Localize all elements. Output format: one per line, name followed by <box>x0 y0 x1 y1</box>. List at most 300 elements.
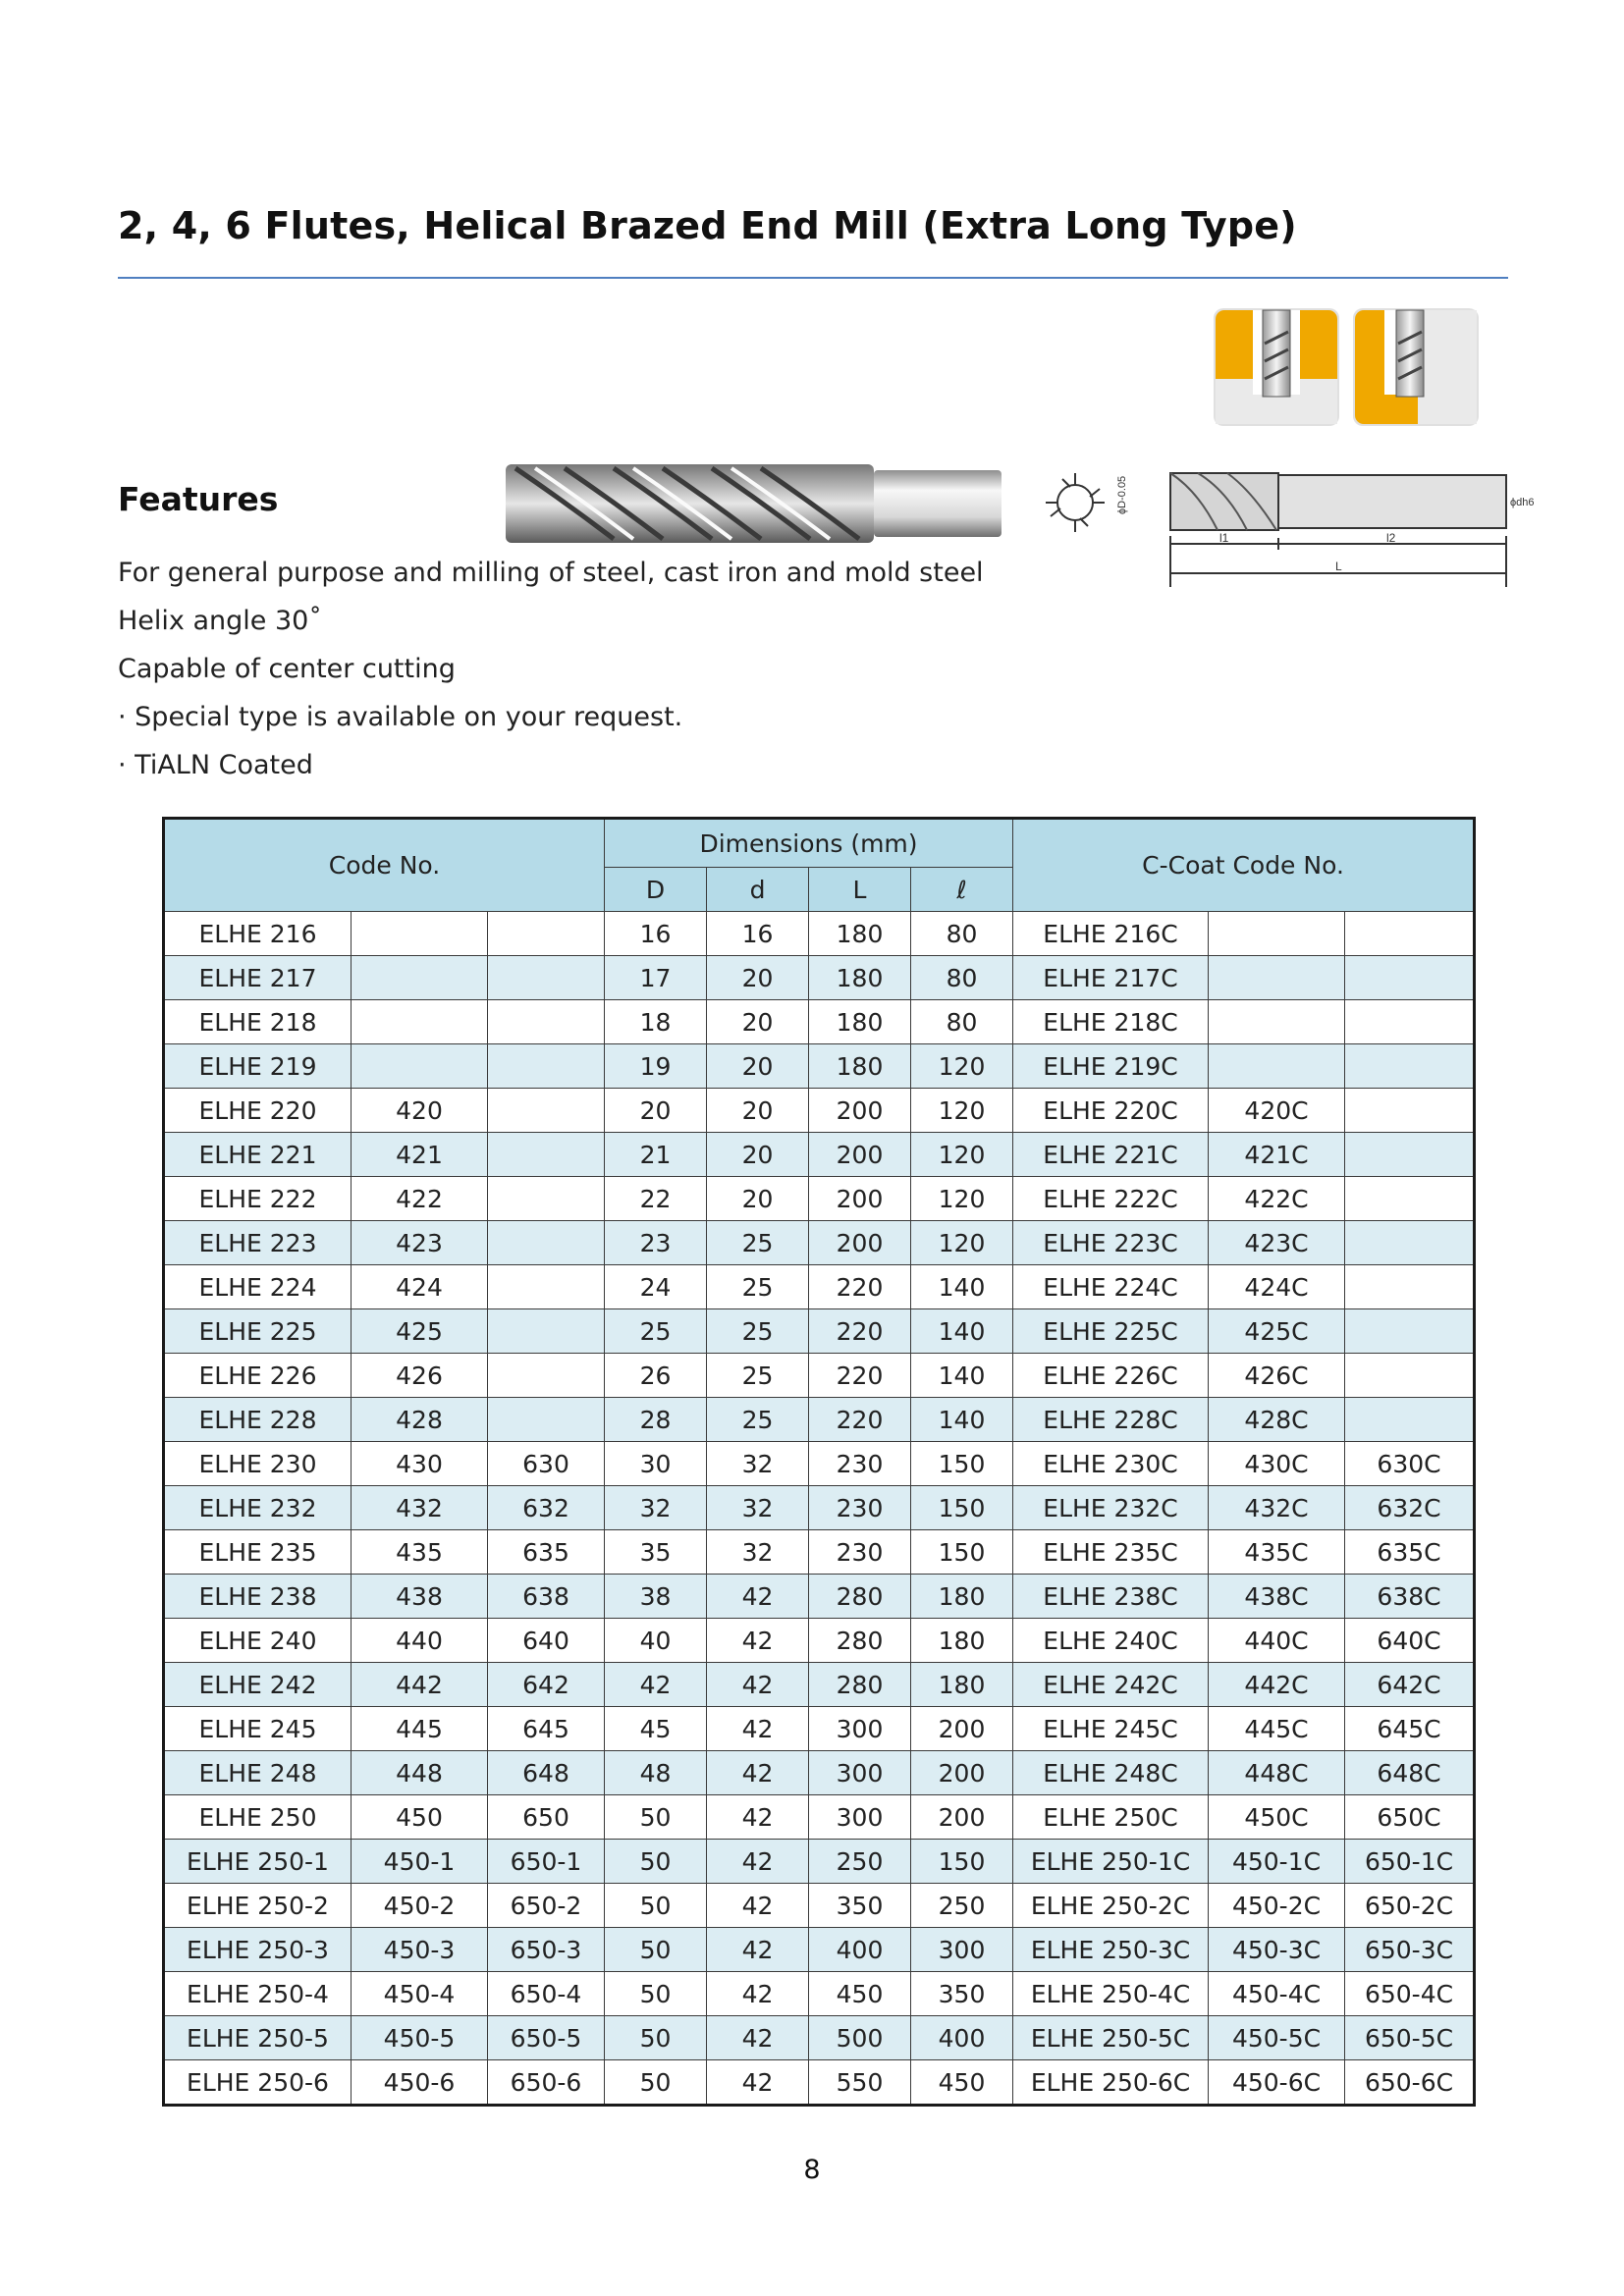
features-heading: Features <box>118 480 279 518</box>
table-cell: 430 <box>352 1442 488 1486</box>
table-cell: ELHE 250 <box>164 1795 352 1840</box>
table-cell: ELHE 250-2 <box>164 1884 352 1928</box>
table-cell <box>488 1000 605 1044</box>
table-row <box>164 1442 1475 1486</box>
table-cell: ELHE 218 <box>164 1000 352 1044</box>
code-no-header: Code No. <box>164 819 605 912</box>
table-cell: 638 <box>488 1575 605 1619</box>
table-cell: 630C <box>1345 1442 1475 1486</box>
table-row <box>164 1265 1475 1309</box>
table-cell: 230 <box>809 1530 911 1575</box>
table-cell: 638C <box>1345 1575 1475 1619</box>
table-cell: ELHE 245 <box>164 1707 352 1751</box>
table-row <box>164 1619 1475 1663</box>
table-row <box>164 1751 1475 1795</box>
table-cell: ELHE 221C <box>1013 1133 1209 1177</box>
table-row <box>164 1663 1475 1707</box>
table-cell: 150 <box>911 1442 1013 1486</box>
table-cell: 200 <box>911 1707 1013 1751</box>
application-icons <box>1210 304 1485 430</box>
table-cell <box>1209 1044 1345 1089</box>
table-cell: 20 <box>605 1089 707 1133</box>
table-cell: 280 <box>809 1619 911 1663</box>
table-cell: 280 <box>809 1663 911 1707</box>
table-cell: 140 <box>911 1398 1013 1442</box>
table-cell: ELHE 228C <box>1013 1398 1209 1442</box>
table-cell: 650-2 <box>488 1884 605 1928</box>
table-cell: 230 <box>809 1486 911 1530</box>
table-cell: 448C <box>1209 1751 1345 1795</box>
table-cell: 42 <box>707 1928 809 1972</box>
table-cell: 42 <box>707 1840 809 1884</box>
table-cell: 220 <box>809 1354 911 1398</box>
table-cell: ELHE 232 <box>164 1486 352 1530</box>
table-cell: 650-2C <box>1345 1884 1475 1928</box>
table-cell: ELHE 230C <box>1013 1442 1209 1486</box>
feature-line-5: · TiALN Coated <box>118 750 313 780</box>
dim-tolerance-label: ϕD-0.05 <box>1116 475 1128 514</box>
table-cell: 180 <box>911 1619 1013 1663</box>
table-cell: 650-6C <box>1345 2060 1475 2106</box>
table-cell: ELHE 223C <box>1013 1221 1209 1265</box>
table-cell: 450-2C <box>1209 1884 1345 1928</box>
table-cell: ELHE 219C <box>1013 1044 1209 1089</box>
table-row <box>164 1530 1475 1575</box>
table-row <box>164 1177 1475 1221</box>
table-cell: ELHE 250-6 <box>164 2060 352 2106</box>
page-title: 2, 4, 6 Flutes, Helical Brazed End Mill (Extra Long Type) <box>118 204 1297 247</box>
dim-l2-label: l2 <box>1386 531 1396 545</box>
table-row <box>164 2016 1475 2060</box>
table-cell: 42 <box>707 1972 809 2016</box>
table-cell: 450-4 <box>352 1972 488 2016</box>
dim-col-d: d <box>707 868 809 912</box>
table-cell: 650C <box>1345 1795 1475 1840</box>
table-cell: 200 <box>809 1133 911 1177</box>
table-cell: ELHE 250-5 <box>164 2016 352 2060</box>
table-cell: 25 <box>707 1398 809 1442</box>
table-cell: 19 <box>605 1044 707 1089</box>
table-cell: ELHE 218C <box>1013 1000 1209 1044</box>
table-cell: 650-5C <box>1345 2016 1475 2060</box>
table-cell: 42 <box>707 1751 809 1795</box>
table-cell <box>1345 1265 1475 1309</box>
table-cell: 648 <box>488 1751 605 1795</box>
table-cell: 300 <box>809 1751 911 1795</box>
table-cell: ELHE 250-3C <box>1013 1928 1209 1972</box>
table-row <box>164 2060 1475 2106</box>
table-cell: 50 <box>605 1840 707 1884</box>
table-cell: ELHE 235 <box>164 1530 352 1575</box>
dim-col-l: ℓ <box>911 868 1013 912</box>
feature-line-2: Helix angle 30˚ <box>118 606 322 636</box>
table-cell: 640 <box>488 1619 605 1663</box>
table-cell: 120 <box>911 1089 1013 1133</box>
table-cell: 650-4 <box>488 1972 605 2016</box>
table-row <box>164 1840 1475 1884</box>
table-cell: 650-4C <box>1345 1972 1475 2016</box>
table-cell: 80 <box>911 1000 1013 1044</box>
table-cell: 140 <box>911 1309 1013 1354</box>
table-cell: 180 <box>809 912 911 956</box>
feature-line-4: · Special type is available on your request. <box>118 702 683 732</box>
table-cell: 432 <box>352 1486 488 1530</box>
table-cell: 428C <box>1209 1398 1345 1442</box>
table-row <box>164 1398 1475 1442</box>
table-cell: 32 <box>605 1486 707 1530</box>
table-cell: 20 <box>707 1044 809 1089</box>
table-cell: 45 <box>605 1707 707 1751</box>
table-cell: 150 <box>911 1530 1013 1575</box>
table-cell: 16 <box>707 912 809 956</box>
table-cell: 150 <box>911 1840 1013 1884</box>
table-cell: ELHE 220C <box>1013 1089 1209 1133</box>
table-cell: 650-1C <box>1345 1840 1475 1884</box>
table-cell: 28 <box>605 1398 707 1442</box>
table-row <box>164 1044 1475 1089</box>
table-cell: 648C <box>1345 1751 1475 1795</box>
table-cell: 120 <box>911 1044 1013 1089</box>
table-cell: ELHE 225C <box>1013 1309 1209 1354</box>
table-cell <box>1345 1177 1475 1221</box>
table-cell: 650-3 <box>488 1928 605 1972</box>
table-cell: 400 <box>911 2016 1013 2060</box>
table-cell: 38 <box>605 1575 707 1619</box>
table-cell: 423 <box>352 1221 488 1265</box>
table-cell: 42 <box>707 1795 809 1840</box>
table-cell: 180 <box>809 1000 911 1044</box>
table-cell: ELHE 248 <box>164 1751 352 1795</box>
table-cell: 20 <box>707 1089 809 1133</box>
table-cell: ELHE 217 <box>164 956 352 1000</box>
dimensions-header: Dimensions (mm) <box>605 819 1013 868</box>
table-cell: 140 <box>911 1265 1013 1309</box>
table-cell: 30 <box>605 1442 707 1486</box>
table-cell: 421 <box>352 1133 488 1177</box>
table-cell: 300 <box>911 1928 1013 1972</box>
table-cell: 450 <box>352 1795 488 1840</box>
title-divider <box>118 277 1508 279</box>
table-cell: 425 <box>352 1309 488 1354</box>
end-mill-drawing <box>1041 452 1535 599</box>
table-row <box>164 1707 1475 1751</box>
table-cell: 442C <box>1209 1663 1345 1707</box>
table-cell: 220 <box>809 1309 911 1354</box>
table-cell: 420C <box>1209 1089 1345 1133</box>
table-cell: 120 <box>911 1221 1013 1265</box>
table-cell: 80 <box>911 956 1013 1000</box>
table-cell: ELHE 250-5C <box>1013 2016 1209 2060</box>
table-cell: 440C <box>1209 1619 1345 1663</box>
table-cell <box>352 1000 488 1044</box>
table-cell: 250 <box>809 1840 911 1884</box>
table-cell: 450-1 <box>352 1840 488 1884</box>
table-row <box>164 1354 1475 1398</box>
table-cell: 200 <box>809 1177 911 1221</box>
dim-col-D: D <box>605 868 707 912</box>
table-row <box>164 912 1475 956</box>
table-cell: 120 <box>911 1133 1013 1177</box>
table-row <box>164 1000 1475 1044</box>
table-cell <box>1345 1000 1475 1044</box>
dim-col-L: L <box>809 868 911 912</box>
table-cell: 422C <box>1209 1177 1345 1221</box>
table-cell: 200 <box>809 1221 911 1265</box>
table-cell: 632 <box>488 1486 605 1530</box>
table-cell: 435 <box>352 1530 488 1575</box>
table-cell: 420 <box>352 1089 488 1133</box>
table-cell: 650-3C <box>1345 1928 1475 1972</box>
table-cell: 120 <box>911 1177 1013 1221</box>
table-row <box>164 1972 1475 2016</box>
table-row <box>164 1928 1475 1972</box>
table-cell: ELHE 242C <box>1013 1663 1209 1707</box>
table-cell: ELHE 245C <box>1013 1707 1209 1751</box>
table-cell: ELHE 216C <box>1013 912 1209 956</box>
table-cell: 450-6 <box>352 2060 488 2106</box>
table-cell <box>1209 912 1345 956</box>
table-cell: 645C <box>1345 1707 1475 1751</box>
table-cell: 640C <box>1345 1619 1475 1663</box>
table-cell <box>1345 1221 1475 1265</box>
table-cell: 442 <box>352 1663 488 1707</box>
table-cell: ELHE 230 <box>164 1442 352 1486</box>
table-cell: 450-5C <box>1209 2016 1345 2060</box>
table-cell: 150 <box>911 1486 1013 1530</box>
table-cell: 50 <box>605 1795 707 1840</box>
table-cell: 50 <box>605 1972 707 2016</box>
table-cell: 650-1 <box>488 1840 605 1884</box>
table-cell: 630 <box>488 1442 605 1486</box>
feature-line-1: For general purpose and milling of steel, cast iron and mold steel <box>118 558 984 588</box>
table-cell: 42 <box>707 2060 809 2106</box>
table-cell: 24 <box>605 1265 707 1309</box>
table-cell: 426 <box>352 1354 488 1398</box>
table-cell: 25 <box>707 1221 809 1265</box>
table-row <box>164 1309 1475 1354</box>
table-cell: 40 <box>605 1619 707 1663</box>
table-cell: 425C <box>1209 1309 1345 1354</box>
table-cell: ELHE 250-4C <box>1013 1972 1209 2016</box>
table-row <box>164 1795 1475 1840</box>
table-cell: 423C <box>1209 1221 1345 1265</box>
table-cell: 180 <box>809 1044 911 1089</box>
table-cell: 32 <box>707 1530 809 1575</box>
end-mill-photo <box>506 456 1006 550</box>
table-cell: 50 <box>605 1884 707 1928</box>
table-cell: 42 <box>707 2016 809 2060</box>
table-cell: 632C <box>1345 1486 1475 1530</box>
table-cell: 20 <box>707 1177 809 1221</box>
table-cell: 430C <box>1209 1442 1345 1486</box>
table-cell: 25 <box>707 1309 809 1354</box>
table-cell <box>488 1309 605 1354</box>
table-cell: 445 <box>352 1707 488 1751</box>
table-cell: 424C <box>1209 1265 1345 1309</box>
table-cell <box>1345 1354 1475 1398</box>
table-cell: 448 <box>352 1751 488 1795</box>
table-cell: ELHE 220 <box>164 1089 352 1133</box>
table-cell: 25 <box>707 1354 809 1398</box>
table-cell: 42 <box>707 1663 809 1707</box>
table-row <box>164 1486 1475 1530</box>
table-cell: 42 <box>707 1707 809 1751</box>
table-cell: 300 <box>809 1795 911 1840</box>
table-cell: ELHE 222C <box>1013 1177 1209 1221</box>
table-cell: 42 <box>707 1619 809 1663</box>
table-cell: ELHE 250C <box>1013 1795 1209 1840</box>
dim-l1-label: l1 <box>1219 531 1229 545</box>
ccoat-header: C-Coat Code No. <box>1013 819 1475 912</box>
table-cell: 20 <box>707 956 809 1000</box>
table-cell: 140 <box>911 1354 1013 1398</box>
table-cell: 42 <box>707 1884 809 1928</box>
spec-table <box>162 817 1476 2107</box>
table-cell: ELHE 226C <box>1013 1354 1209 1398</box>
table-cell: 42 <box>605 1663 707 1707</box>
table-cell: ELHE 223 <box>164 1221 352 1265</box>
table-cell: ELHE 250-3 <box>164 1928 352 1972</box>
table-cell: 32 <box>707 1442 809 1486</box>
table-cell: 450-4C <box>1209 1972 1345 2016</box>
table-cell: 450-3 <box>352 1928 488 1972</box>
table-cell <box>1209 956 1345 1000</box>
table-cell: 450-5 <box>352 2016 488 2060</box>
table-cell: ELHE 242 <box>164 1663 352 1707</box>
table-cell <box>488 1221 605 1265</box>
table-cell <box>1209 1000 1345 1044</box>
table-cell: 50 <box>605 2016 707 2060</box>
table-cell: 450 <box>911 2060 1013 2106</box>
table-cell: ELHE 238 <box>164 1575 352 1619</box>
table-cell: 440 <box>352 1619 488 1663</box>
table-cell: ELHE 250-2C <box>1013 1884 1209 1928</box>
table-cell <box>1345 1133 1475 1177</box>
table-cell: 23 <box>605 1221 707 1265</box>
table-row <box>164 1575 1475 1619</box>
table-cell <box>352 956 488 1000</box>
table-cell: 21 <box>605 1133 707 1177</box>
table-cell: 17 <box>605 956 707 1000</box>
table-cell <box>352 1044 488 1089</box>
table-cell: 20 <box>707 1000 809 1044</box>
table-cell: 220 <box>809 1265 911 1309</box>
table-cell: 550 <box>809 2060 911 2106</box>
table-cell <box>488 912 605 956</box>
table-cell: 432C <box>1209 1486 1345 1530</box>
table-cell: 422 <box>352 1177 488 1221</box>
table-cell <box>488 1044 605 1089</box>
table-cell <box>488 1354 605 1398</box>
table-cell <box>1345 1398 1475 1442</box>
table-cell: 421C <box>1209 1133 1345 1177</box>
table-cell: 250 <box>911 1884 1013 1928</box>
table-cell: 180 <box>809 956 911 1000</box>
table-row <box>164 1133 1475 1177</box>
table-cell: 435C <box>1209 1530 1345 1575</box>
table-cell: 32 <box>707 1486 809 1530</box>
table-cell: 450-6C <box>1209 2060 1345 2106</box>
table-cell: ELHE 224 <box>164 1265 352 1309</box>
table-cell: 350 <box>911 1972 1013 2016</box>
table-cell: 450 <box>809 1972 911 2016</box>
table-cell: 180 <box>911 1575 1013 1619</box>
table-cell: 350 <box>809 1884 911 1928</box>
table-cell: ELHE 240C <box>1013 1619 1209 1663</box>
table-cell: 642C <box>1345 1663 1475 1707</box>
table-row <box>164 1884 1475 1928</box>
table-cell: ELHE 250-1C <box>1013 1840 1209 1884</box>
side-milling-icon <box>1353 308 1479 426</box>
table-cell: ELHE 225 <box>164 1309 352 1354</box>
table-cell: 200 <box>809 1089 911 1133</box>
table-cell: 200 <box>911 1751 1013 1795</box>
table-cell: ELHE 250-6C <box>1013 2060 1209 2106</box>
dim-L-label: L <box>1335 560 1342 573</box>
table-cell: 450-1C <box>1209 1840 1345 1884</box>
table-row <box>164 1089 1475 1133</box>
table-cell: 25 <box>707 1265 809 1309</box>
table-cell: ELHE 238C <box>1013 1575 1209 1619</box>
table-cell: ELHE 248C <box>1013 1751 1209 1795</box>
table-cell <box>1345 912 1475 956</box>
table-cell: 450C <box>1209 1795 1345 1840</box>
table-cell <box>352 912 488 956</box>
table-cell: 500 <box>809 2016 911 2060</box>
spec-table-body <box>164 912 1475 2106</box>
dim-dh6-label: ϕdh6 <box>1510 497 1535 508</box>
table-cell: 200 <box>911 1795 1013 1840</box>
table-cell <box>488 1398 605 1442</box>
table-cell: ELHE 226 <box>164 1354 352 1398</box>
table-cell: 438 <box>352 1575 488 1619</box>
table-cell: 48 <box>605 1751 707 1795</box>
table-cell: 428 <box>352 1398 488 1442</box>
table-cell <box>1345 956 1475 1000</box>
table-cell: 35 <box>605 1530 707 1575</box>
table-cell: 50 <box>605 1928 707 1972</box>
table-cell: 80 <box>911 912 1013 956</box>
table-cell: 230 <box>809 1442 911 1486</box>
table-cell: 20 <box>707 1133 809 1177</box>
table-cell: 438C <box>1209 1575 1345 1619</box>
table-cell: 220 <box>809 1398 911 1442</box>
table-cell: 645 <box>488 1707 605 1751</box>
table-cell: ELHE 250-4 <box>164 1972 352 2016</box>
table-cell: 180 <box>911 1663 1013 1707</box>
table-row <box>164 1221 1475 1265</box>
table-cell: ELHE 235C <box>1013 1530 1209 1575</box>
page-number: 8 <box>803 2155 821 2185</box>
table-cell: 16 <box>605 912 707 956</box>
table-row <box>164 956 1475 1000</box>
table-cell: 400 <box>809 1928 911 1972</box>
table-cell: 450-3C <box>1209 1928 1345 1972</box>
table-cell: ELHE 216 <box>164 912 352 956</box>
table-cell: 426C <box>1209 1354 1345 1398</box>
table-cell: ELHE 222 <box>164 1177 352 1221</box>
table-cell: 650 <box>488 1795 605 1840</box>
table-cell: 280 <box>809 1575 911 1619</box>
table-cell: ELHE 217C <box>1013 956 1209 1000</box>
feature-line-3: Capable of center cutting <box>118 654 456 684</box>
table-cell: 450-2 <box>352 1884 488 1928</box>
table-cell: 424 <box>352 1265 488 1309</box>
table-cell: 300 <box>809 1707 911 1751</box>
table-cell: 42 <box>707 1575 809 1619</box>
table-cell: ELHE 219 <box>164 1044 352 1089</box>
table-cell: ELHE 232C <box>1013 1486 1209 1530</box>
